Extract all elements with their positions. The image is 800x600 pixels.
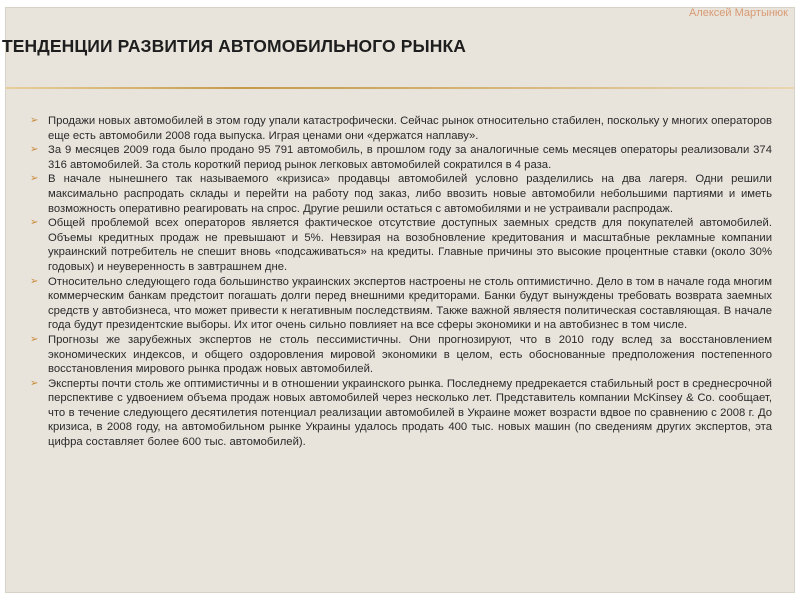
bullet-arrow-icon: ➢: [30, 275, 39, 287]
bullet-text: Эксперты почти столь же оптимистичны и в отношении украинского рынка. Последнему предрекается стабильный рост в среднесрочной перспективе с удвоением объема продаж новых автомобилей через несколько лет. Представитель компании McKinsey & Co. сообщает, что в течение следующего десятилетия потенциал реализации автомобилей в Украине может возрасти вдвое по сравнению с 2008 г. До кризиса, в 2008 году, на автомобильном рынке Украины удалось продать 400 тыс. новых машин (по сведениям других экспертов, эта цифра составляет более 600 тыс. автомобилей).: [48, 377, 772, 449]
bullet-arrow-icon: ➢: [30, 144, 39, 156]
bullet-arrow-icon: ➢: [30, 377, 39, 389]
bullet-list: [30, 114, 772, 450]
bullet-item: [30, 143, 772, 172]
bullet-item: [30, 114, 772, 143]
bullet-text: Общей проблемой всех операторов является фактическое отсутствие доступных заемных средств для покупателей автомобилей. Объемы кредитных продаж не превышают и 5%. Невзирая на возобновление кредитования и масштабные рекламные компании украинский потребитель не спешит вновь «подсаживаться» на кредиты. Главные причины это высокие процентные ставки (около 30% годовых) и неуверенность в завтрашнем дне.: [48, 217, 772, 273]
bullet-item: [30, 377, 772, 450]
bullet-item: [30, 275, 772, 333]
bullet-arrow-icon: ➢: [30, 173, 39, 185]
bullet-text: Продажи новых автомобилей в этом году упали катастрофически. Сейчас рынок относительно стабилен, поскольку у многих операторов еще есть автомобили 2008 года выпуска. Играя ценами они «держатся наплаву».: [48, 115, 772, 142]
author-name: Алексей Мартынюк: [689, 7, 788, 19]
bullet-item: [30, 333, 772, 377]
title-divider: [6, 87, 794, 89]
bullet-text: Прогнозы же зарубежных экспертов не столь пессимистичны. Они прогнозируют, что в 2010 году вслед за восстановлением экономических индексов, и общего оздоровления мировой экономики в целом, есть обоснованные предположения постепенного восстановления мирового рынка продаж новых автомобилей.: [48, 333, 772, 376]
bullet-text: За 9 месяцев 2009 года было продано 95 791 автомобиль, в прошлом году за аналогичные семь месяцев операторы реализовали 374 316 автомобилей. За столь короткий период рынок легковых автомобилей сократился в 4 раза.: [48, 144, 772, 171]
bullet-arrow-icon: ➢: [30, 115, 39, 126]
bullet-item: [30, 216, 772, 274]
slide-title: ТЕНДЕНЦИИ РАЗВИТИЯ АВТОМОБИЛЬНОГО РЫНКА: [2, 36, 466, 56]
bullet-arrow-icon: ➢: [30, 217, 39, 229]
bullet-arrow-icon: ➢: [30, 333, 39, 345]
bullet-item: [30, 172, 772, 216]
bullet-text: В начале нынешнего так называемого «кризиса» продавцы автомобилей условно разделились на два лагеря. Одни решили максимально распродать склады и перейти на работу под заказ, либо ввозить новые автомобили небольшими партиями и иметь возможность оперативно реагировать на спрос. Другие решили остаться с автомобилями и не устраивали распродаж.: [48, 173, 772, 215]
bullet-text: Относительно следующего года большинство украинских экспертов настроены не столь оптимистично. Дело в том в начале года многим коммерческим банкам предстоит погашать долги перед внешними кредиторами. Банки будут вынуждены требовать возврата заемных средств у автобизнеса, что может привести к негативным последствиям. Также важной являестя политическая составляющая. В начале года будут президентские выборы. Их итог очень сильно повлияет на все сферы экономики и на автобизнес в том числе.: [48, 275, 772, 332]
